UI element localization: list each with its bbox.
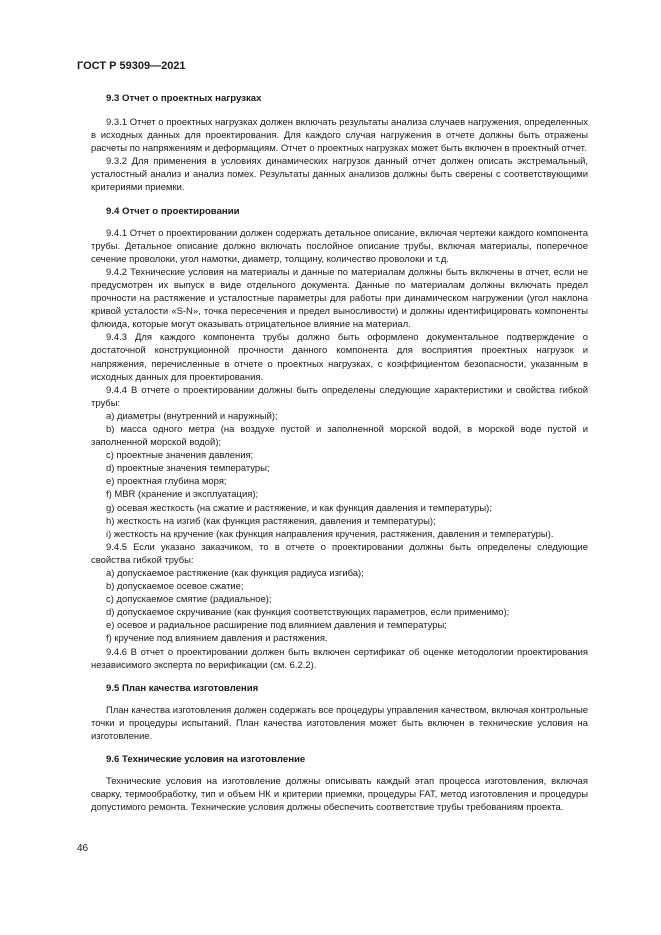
list-item: h) жесткость на изгиб (как функция растяжения, давления и температуры); (106, 515, 436, 527)
paragraph: План качества изготовления должен содержать все процедуры управления качеством, включая контрольные точки и процедуры испытаний. План качества изготовления может быть включен в технические условия на изготовление. (91, 704, 588, 742)
list-item: d) проектные значения температуры; (106, 463, 270, 475)
paragraph: 9.4.1 Отчет о проектировании должен содержать детальное описание, включая чертежи каждого компонента трубы. Детальное описание должно включать послойное описание трубы, включая материалы, поперечное сечение проволоки, угол намотки, диаметр, толщину, количество проволоки и т.д. (91, 227, 588, 265)
section-heading-9-5: 9.5 План качества изготовления (106, 682, 259, 694)
list-item: e) проектная глубина моря; (106, 476, 227, 488)
list-item: c) допускаемое смятие (радиальное); (106, 594, 272, 606)
paragraph: 9.3.2 Для применения в условиях динамических нагрузок данный отчет должен описать экстремальный, усталостный анализ и анализ помех. Результаты данных анализов должны быть сверены с соответствующими критериями приемки. (91, 156, 588, 194)
paragraph: 9.3.1 Отчет о проектных нагрузках должен включать результаты анализа случаев нагружения, определенных в исходных данных для проектирования. Для каждого случая нагружения в отчете должны быть отражены расчеты по напряжениям и деформациям. Отчет о проектных нагрузках может быть включен в проектный отчет. (91, 117, 588, 155)
section-heading-9-6: 9.6 Технические условия на изготовление (106, 754, 306, 766)
list-item: g) осевая жесткость (на сжатие и растяжение, и как функция давления и температуры); (106, 502, 492, 514)
section-heading-9-3: 9.3 Отчет о проектных нагрузках (106, 93, 262, 104)
paragraph: 9.4.5 Если указано заказчиком, то в отчете о проектировании должны быть определены следующие свойства гибкой трубы: (91, 541, 588, 566)
list-item: b) масса одного метра (на воздухе пустой и заполненной морской водой, в морской воде пустой и заполненной морской водой); (91, 423, 588, 449)
list-item: i) жесткость на кручение (как функция направления кручения, растяжения, давления и температуры). (106, 528, 554, 540)
paragraph: 9.4.6 В отчет о проектировании должен быть включен сертификат об оценке методологии проектирования независимого эксперта по верификации (см. 6.2.2). (91, 646, 588, 671)
list-item: e) осевое и радиальное расширение под влиянием давления и температуры; (106, 620, 447, 632)
list-item: c) проектные значения давления; (106, 450, 254, 462)
list-item: f) кручение под влиянием давления и растяжения. (106, 633, 328, 645)
paragraph: 9.4.2 Технические условия на материалы и данные по материалам должны быть включены в отчет, если не предусмотрен их выпуск в виде отдельного документа. Данные по материалам должны включать предел прочности на растяжение и усталостные параметры для работы при динамическом нагружении (угол наклона кривой усталости «S-N», точка пересечения и предел выносливости) и должны идентифицировать компоненты флюида, которые могут оказывать отрицательное влияние на материал. (91, 266, 588, 331)
list-item: a) допускаемое растяжение (как функция радиуса изгиба); (106, 568, 364, 579)
list-item: a) диаметры (внутренний и наружный); (106, 410, 278, 422)
list-item: b) допускаемое осевое сжатие; (106, 581, 244, 593)
paragraph: 9.4.3 Для каждого компонента трубы должно быть оформлено документальное подтверждение о достаточной конструкционной прочности данного компонента для восприятия проектных нагрузок и напряжения, перечисленные в отчете о проектных нагрузках, с коэффициентом безопасности, указанным в исходных данных для проектирования. (91, 332, 588, 383)
document-code: ГОСТ Р 59309—2021 (77, 60, 186, 72)
paragraph: Технические условия на изготовление должны описывать каждый этап процесса изготовления, включая сварку, термообработку, тип и объем НК и критерии приемки, процедуры FAT, метод изготовления и процедуры допустимого ремонта. Технические условия должны обеспечить соответствие трубы требованиям проекта. (91, 776, 588, 814)
page-number: 46 (77, 843, 89, 854)
section-heading-9-4: 9.4 Отчет о проектировании (106, 205, 240, 217)
list-item: d) допускаемое скручивание (как функция соответствующих параметров, если применимо); (106, 607, 510, 619)
list-item: f) MBR (хранение и эксплуатация); (106, 489, 259, 501)
paragraph: 9.4.4 В отчете о проектировании должны быть определены следующие характеристики и свойства гибкой трубы: (91, 384, 588, 409)
document-body (91, 92, 588, 814)
